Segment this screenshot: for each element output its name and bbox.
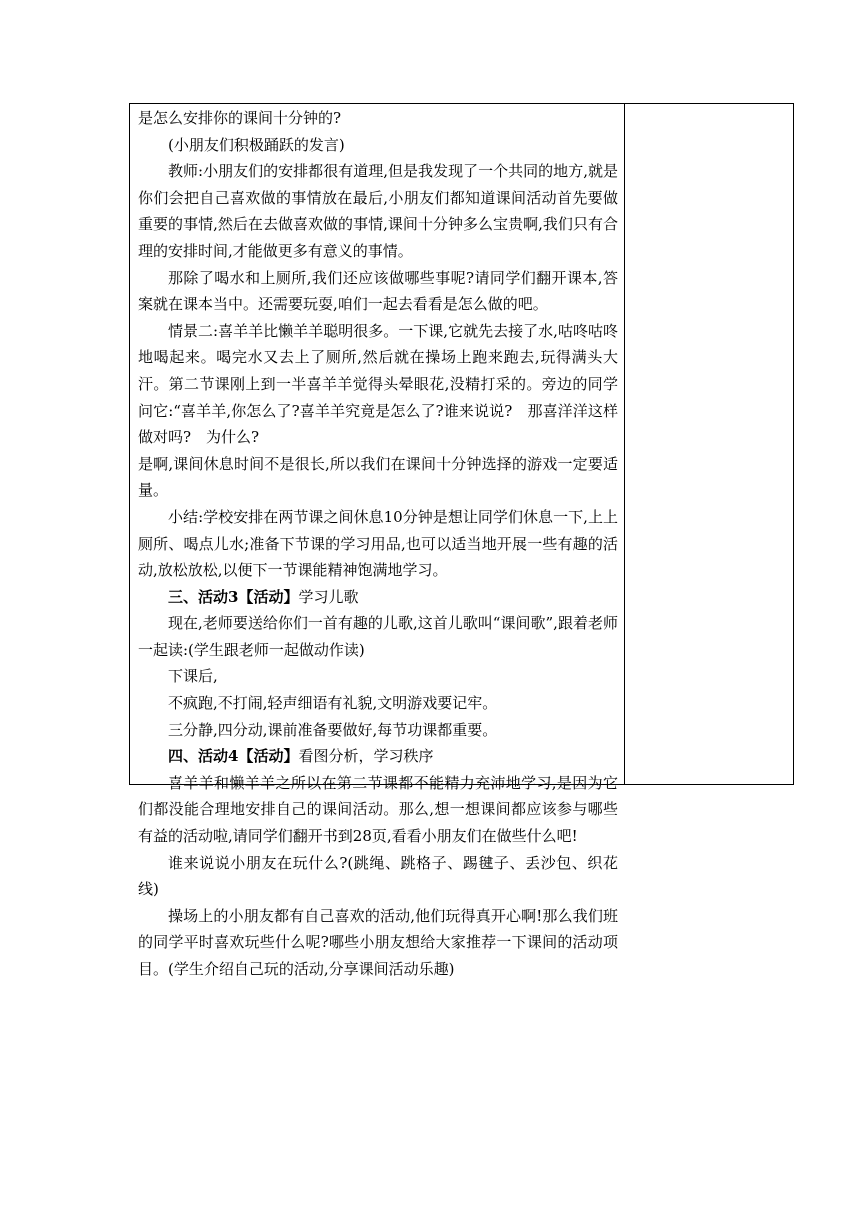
paragraph [138,770,618,850]
section-heading [138,743,618,770]
paragraph [138,132,618,159]
paragraph-text: (小朋友们积极踊跃的发言) [168,135,345,154]
paragraph [138,850,618,903]
section-heading-bold: 三、活动3【活动】 [168,587,299,606]
paragraph-text: 不疯跑,不打闹,轻声细语有礼貌,文明游戏要记牢。 [168,694,498,713]
paragraph [138,690,618,717]
paragraph [138,903,618,983]
paragraph-text: 现在,老师要送给你们一首有趣的儿歌,这首儿歌叫“课间歌”,跟着老师一起读:(学生跟老师一起做动作读) [138,614,618,659]
paragraph [138,717,618,744]
paragraph-text: 看图分析，学习秩序 [298,747,434,766]
section-heading [138,584,618,611]
paragraph [138,265,618,318]
paragraph-text: 三分静,四分动,课前准备要做好,每节功课都重要。 [168,720,498,739]
paragraph-text: 是怎么安排你的课间十分钟的? [138,109,342,127]
paragraph [138,318,618,451]
paragraph-text: 下课后, [168,667,218,686]
paragraph [138,663,618,690]
paragraph [138,451,618,504]
paragraph-text: 那除了喝水和上厕所,我们还应该做哪些事呢?请同学们翻开课本,答案就在课本当中。还需要玩耍,咱们一起去看看是怎么做的吧。 [138,268,618,314]
paragraph [138,610,618,663]
lesson-content [138,105,618,983]
paragraph-text: 情景二:喜羊羊比懒羊羊聪明很多。一下课,它就先去接了水,咕咚咕咚地喝起来。喝完水又去上了厕所,然后就在操场上跑来跑去,玩得满头大汗。第二节课刚上到一半喜羊羊觉得头晕眼花,没精打采的。旁边的同学问它:“喜羊羊,你怎么了?喜羊羊究竟是怎么了?谁来说说? 那喜洋洋这样做对吗? 为什么? [138,321,618,447]
column-divider [624,104,625,784]
paragraph [138,105,618,132]
paragraph-text: 小结:学校安排在两节课之间休息10分钟是想让同学们休息一下,上上厕所、喝点儿水;准备下节课的学习用品,也可以适当地开展一些有趣的活动,放松放松,以便下一节课能精神饱满地学习。 [138,507,618,580]
paragraph-text: 教师:小朋友们的安排都很有道理,但是我发现了一个共同的地方,就是你们会把自己喜欢做的事情放在最后,小朋友们都知道课间活动首先要做重要的事情,然后在去做喜欢做的事情,课间十分钟多么宝贵啊,我们只有合理的安排时间,才能做更多有意义的事情。 [138,162,618,260]
paragraph [138,158,618,264]
paragraph-text: 谁来说说小朋友在玩什么?(跳绳、跳格子、踢毽子、丢沙包、织花线) [138,853,618,899]
paragraph-text: 是啊,课间休息时间不是很长,所以我们在课间十分钟选择的游戏一定要适量。 [138,454,618,500]
paragraph [138,504,618,584]
lesson-table [129,103,794,978]
paragraph-text: 操场上的小朋友都有自己喜欢的活动,他们玩得真开心啊!那么我们班的同学平时喜欢玩些什么呢?哪些小朋友想给大家推荐一下课间的活动项目。(学生介绍自己玩的活动,分享课间活动乐趣) [138,906,618,978]
paragraph-text: 喜羊羊和懒羊羊之所以在第二节课都不能精力充沛地学习,是因为它们都没能合理地安排自己的课间活动。那么,想一想课间都应该参与哪些有益的活动啦,请同学们翻开书到28页,看看小朋友们在做些什么吧! [138,773,618,846]
paragraph-text: 学习儿歌 [298,587,359,606]
section-heading-bold: 四、活动4【活动】 [168,747,299,766]
